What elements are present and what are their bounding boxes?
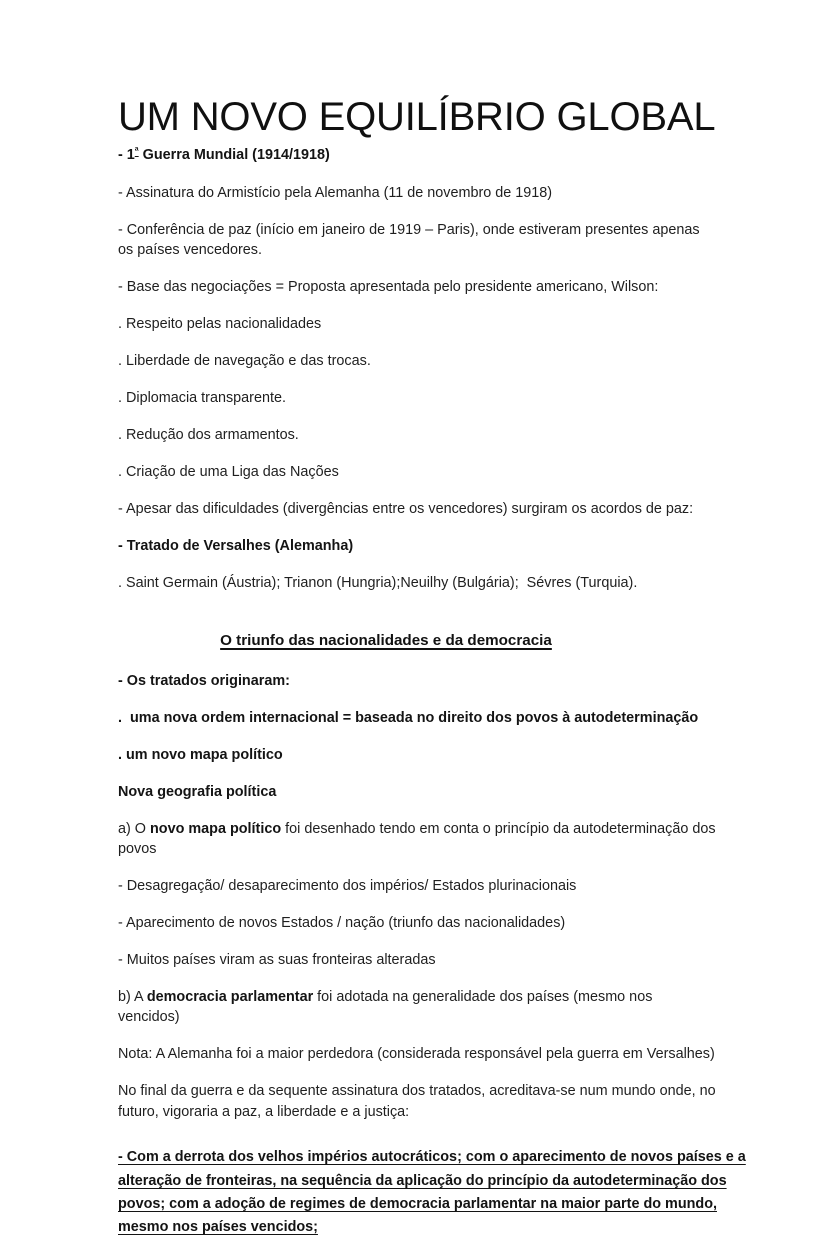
ordinal-indicator: ª	[134, 146, 139, 158]
item-a-emphasis: novo mapa político	[150, 820, 282, 837]
paragraph-first-world-war	[118, 145, 716, 165]
list-item: - Muitos países viram as suas fronteiras alteradas	[118, 951, 436, 968]
war-line-prefix: - 1	[118, 147, 135, 164]
paragraph-peace-conference: - Conferência de paz (início em janeiro de 1919 – Paris), onde estiveram presentes apenas os países vencedores.	[118, 221, 700, 259]
paragraph-closing-hope: No final da guerra e da sequente assinatura dos tratados, acreditava-se num mundo onde, no futuro, vigoraria a paz, a liberdade e a justiça:	[118, 1083, 716, 1120]
paragraph-item-b	[118, 987, 716, 1028]
document-content	[118, 95, 746, 1239]
item-b-prefix: b) A	[118, 988, 147, 1005]
item-a-prefix: a) O	[118, 820, 150, 837]
list-item: . Criação de uma Liga das Nações	[118, 463, 339, 480]
list-item: . uma nova ordem internacional = baseada no direito dos povos à autodeterminação	[118, 709, 699, 726]
list-item: - Aparecimento de novos Estados / nação (triunfo das nacionalidades)	[118, 915, 566, 931]
paragraph-treaties-originated: - Os tratados originaram:	[118, 672, 290, 689]
conclusion-block	[118, 1146, 746, 1239]
paragraph-negotiation-base: - Base das negociações = Proposta apresentada pelo presidente americano, Wilson:	[118, 279, 659, 295]
item-b-rest: foi adotada na generalidade dos países (mesmo nos vencidos)	[118, 988, 653, 1026]
war-line-rest: Guerra Mundial (1914/1918)	[138, 147, 330, 164]
paragraph-armistice: - Assinatura do Armistício pela Alemanha (11 de novembro de 1918)	[118, 184, 553, 201]
list-item: . Liberdade de navegação e das trocas.	[118, 352, 371, 369]
conclusion-line: povos; com a adoção de regimes de democracia parlamentar na maior parte do mundo,	[118, 1195, 717, 1212]
list-item: . Redução dos armamentos.	[118, 426, 299, 443]
conclusion-line: - Com a derrota dos velhos impérios autocráticos; com o aparecimento de novos países e a	[118, 1149, 746, 1166]
list-item: . Respeito pelas nacionalidades	[118, 315, 322, 332]
item-a-rest: foi desenhado tendo em conta o princípio da autodeterminação dos povos	[118, 820, 716, 858]
page-title: UM NOVO EQUILÍBRIO GLOBAL	[118, 95, 716, 139]
paragraph-item-a	[118, 819, 716, 860]
paragraph-note-germany: Nota: A Alemanha foi a maior perdedora (considerada responsável pela guerra em Versalhes)	[118, 1046, 715, 1063]
paragraph-treaty-versailles: - Tratado de Versalhes (Alemanha)	[118, 537, 354, 554]
subheading-new-political-geography: Nova geografia política	[118, 783, 277, 800]
paragraph-other-treaties: . Saint Germain (Áustria); Trianon (Hungria);Neuilhy (Bulgária); Sévres (Turquia).	[118, 574, 638, 591]
list-item: . um novo mapa político	[118, 746, 283, 763]
item-b-emphasis: democracia parlamentar	[146, 988, 314, 1005]
list-item: . Diplomacia transparente.	[118, 389, 286, 406]
section-heading-triumph: O triunfo das nacionalidades e da democracia	[220, 632, 552, 650]
list-item: - Desagregação/ desaparecimento dos impérios/ Estados plurinacionais	[118, 878, 577, 895]
conclusion-line: mesmo nos países vencidos;	[118, 1219, 318, 1236]
conclusion-line: alteração de fronteiras, na sequência da aplicação do princípio da autodeterminação dos	[118, 1172, 727, 1189]
paragraph-peace-accords-intro: - Apesar das dificuldades (divergências entre os vencedores) surgiram os acordos de paz:	[118, 500, 694, 517]
